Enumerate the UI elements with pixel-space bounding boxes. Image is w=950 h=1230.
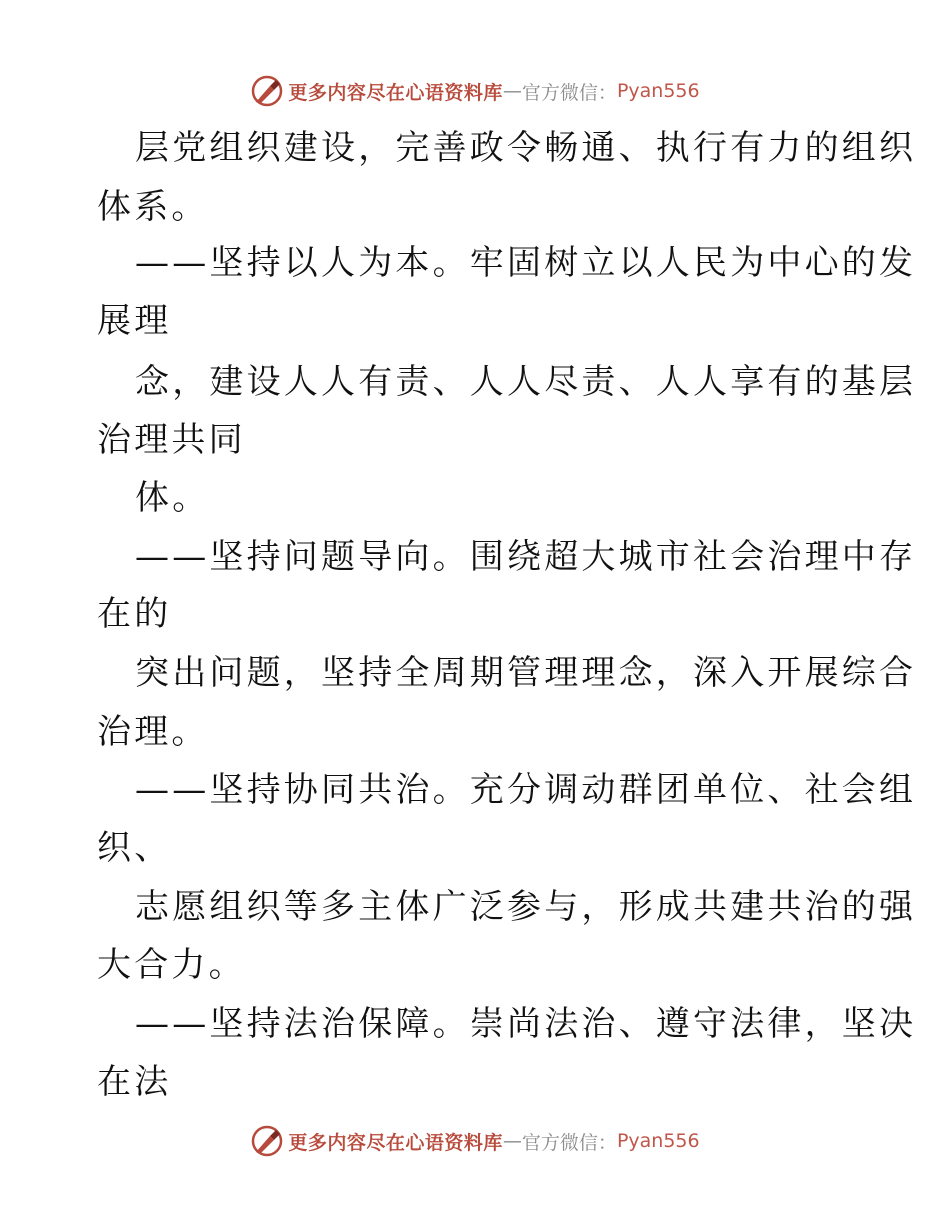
watermark-brand: 更多内容尽在心语资料库: [288, 81, 503, 104]
watermark-id: Pyan556: [616, 1130, 700, 1152]
pen-logo-icon: [250, 74, 284, 108]
watermark-id: Pyan556: [616, 80, 700, 102]
text-line: 大合力。: [97, 945, 246, 985]
text-line: 织、: [97, 828, 172, 868]
text-line: 突出问题，坚持全周期管理理念，深入开展综合: [135, 653, 917, 693]
text-line: ——坚持法治保障。崇尚法治、遵守法律，坚决: [135, 1004, 917, 1044]
text-line: ——坚持以人为本。牢固树立以人民为中心的发: [135, 243, 917, 283]
text-line: 治理。: [97, 712, 209, 752]
watermark-channel: 官方微信：: [521, 81, 617, 104]
pen-logo-icon: [250, 1124, 284, 1158]
text-line: 志愿组织等多主体广泛参与，形成共建共治的强: [135, 887, 917, 927]
text-line: 念，建设人人有责、人人尽责、人人享有的基层: [135, 362, 917, 402]
text-line: 在的: [97, 594, 172, 634]
text-line: ——坚持问题导向。围绕超大城市社会治理中存: [135, 537, 917, 577]
footer-watermark: [0, 1121, 950, 1161]
watermark-dash: —: [502, 80, 522, 102]
header-watermark: [0, 71, 950, 111]
watermark-dash: —: [502, 1130, 522, 1152]
text-line: 层党组织建设，完善政令畅通、执行有力的组织: [135, 128, 917, 168]
watermark-channel: 官方微信：: [521, 1131, 617, 1154]
text-line: 展理: [97, 301, 172, 341]
text-line: 体。: [135, 478, 210, 518]
text-line: ——坚持协同共治。充分调动群团单位、社会组: [135, 770, 917, 810]
text-line: 治理共同: [97, 420, 246, 460]
watermark-brand: 更多内容尽在心语资料库: [288, 1131, 503, 1154]
text-line: 体系。: [97, 187, 209, 227]
text-line: 在法: [97, 1062, 172, 1102]
